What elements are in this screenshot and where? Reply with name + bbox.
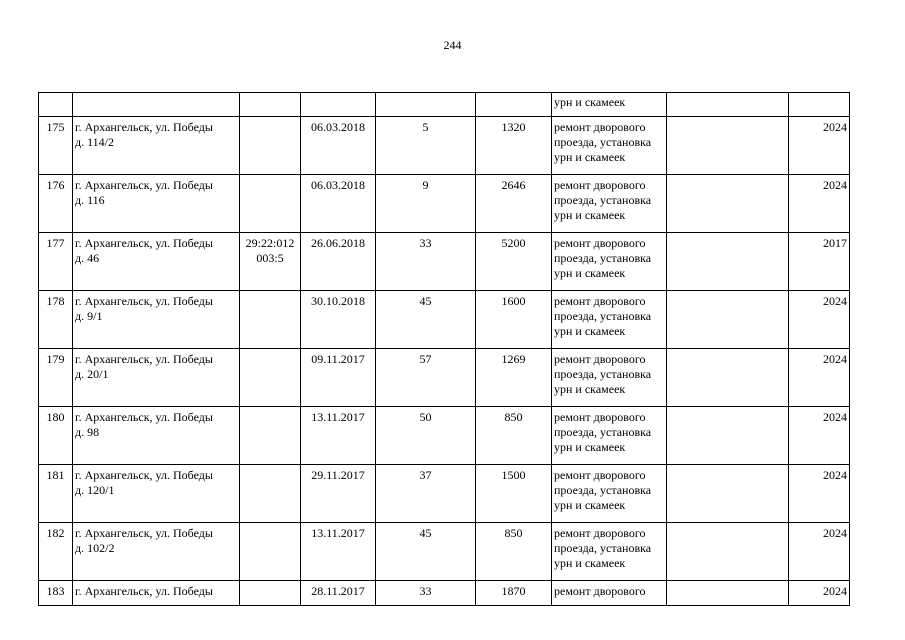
year-value: 2024	[823, 468, 847, 482]
address-line: г. Архангельск, ул. Победы	[75, 526, 213, 540]
cell-count	[376, 117, 476, 175]
work-line: урн и скамеек	[554, 150, 626, 164]
cell-count	[376, 93, 476, 117]
cell-note	[667, 233, 789, 291]
row-number: 182	[46, 526, 65, 540]
count-value: 45	[419, 294, 432, 308]
row-number: 179	[46, 352, 65, 366]
address-line: д. 114/2	[75, 135, 114, 149]
table-row	[39, 175, 850, 233]
cell-cadastral	[240, 407, 301, 465]
address-line: г. Архангельск, ул. Победы	[75, 294, 213, 308]
cell-work	[552, 465, 667, 523]
cell-num	[39, 349, 73, 407]
cell-note	[667, 581, 789, 606]
cell-area	[476, 233, 552, 291]
cell-num	[39, 407, 73, 465]
year-value: 2024	[823, 352, 847, 366]
work-line: урн и скамеек	[554, 208, 626, 222]
cell-date	[301, 117, 376, 175]
cell-work	[552, 523, 667, 581]
cell-area	[476, 581, 552, 606]
count-value: 50	[419, 410, 432, 424]
row-number: 177	[46, 236, 65, 250]
year-value: 2024	[823, 120, 847, 134]
year-value: 2024	[823, 178, 847, 192]
cell-cadastral	[240, 465, 301, 523]
cell-note	[667, 175, 789, 233]
date-value: 09.11.2017	[311, 352, 365, 366]
cell-cadastral	[240, 175, 301, 233]
cell-work	[552, 407, 667, 465]
cell-note	[667, 93, 789, 117]
cell-date	[301, 349, 376, 407]
cell-note	[667, 465, 789, 523]
address-line: д. 98	[75, 425, 100, 439]
work-line: ремонт дворового	[554, 294, 646, 308]
work-line: проезда, установка	[554, 367, 652, 381]
cell-area	[476, 407, 552, 465]
registry-body	[39, 93, 850, 606]
count-value: 33	[419, 584, 432, 598]
cell-cadastral	[240, 93, 301, 117]
date-value: 29.11.2017	[311, 468, 365, 482]
cell-note	[667, 349, 789, 407]
cell-year	[789, 523, 850, 581]
cell-date	[301, 93, 376, 117]
cell-year	[789, 581, 850, 606]
date-value: 13.11.2017	[311, 410, 365, 424]
work-line: ремонт дворового	[554, 236, 646, 250]
work-line: ремонт дворового	[554, 584, 646, 598]
work-line: ремонт дворового	[554, 468, 646, 482]
table-row	[39, 465, 850, 523]
address-line: г. Архангельск, ул. Победы	[75, 352, 213, 366]
cell-year	[789, 175, 850, 233]
continuation-row	[39, 93, 850, 117]
work-line: проезда, установка	[554, 135, 652, 149]
count-value: 5	[422, 120, 429, 134]
cell-num	[39, 291, 73, 349]
cell-area	[476, 291, 552, 349]
work-line: урн и скамеек	[554, 556, 626, 570]
cell-address	[73, 581, 240, 606]
work-line: проезда, установка	[554, 541, 652, 555]
work-line: урн и скамеек	[554, 266, 626, 280]
cell-cadastral	[240, 291, 301, 349]
work-line: проезда, установка	[554, 483, 652, 497]
cell-count	[376, 465, 476, 523]
address-line: д. 102/2	[75, 541, 115, 555]
year-value: 2024	[823, 294, 847, 308]
cell-num	[39, 581, 73, 606]
table-row	[39, 233, 850, 291]
address-line: г. Архангельск, ул. Победы	[75, 120, 213, 134]
cell-cadastral	[240, 349, 301, 407]
work-line: урн и скамеек	[554, 95, 626, 109]
address-line: д. 46	[75, 251, 100, 265]
cell-year	[789, 407, 850, 465]
registry-table	[38, 92, 850, 606]
cell-address	[73, 465, 240, 523]
row-number: 178	[46, 294, 65, 308]
cell-num	[39, 93, 73, 117]
work-line: урн и скамеек	[554, 440, 626, 454]
table-row-partial	[39, 581, 850, 606]
year-value: 2017	[823, 236, 847, 250]
date-value: 28.11.2017	[311, 584, 365, 598]
work-line: ремонт дворового	[554, 120, 646, 134]
work-line: урн и скамеек	[554, 324, 626, 338]
work-line: ремонт дворового	[554, 526, 646, 540]
cell-num	[39, 465, 73, 523]
cell-year	[789, 291, 850, 349]
work-line: ремонт дворового	[554, 178, 646, 192]
address-line: д. 20/1	[75, 367, 109, 381]
area-value: 1500	[501, 468, 526, 482]
address-line: г. Архангельск, ул. Победы	[75, 584, 213, 598]
cell-cadastral	[240, 117, 301, 175]
row-number: 181	[46, 468, 65, 482]
cell-note	[667, 523, 789, 581]
address-line: д. 116	[75, 193, 105, 207]
date-value: 13.11.2017	[311, 526, 365, 540]
cell-date	[301, 407, 376, 465]
cell-work	[552, 349, 667, 407]
cell-date	[301, 175, 376, 233]
cell-cadastral	[240, 581, 301, 606]
row-number: 180	[46, 410, 65, 424]
cell-date	[301, 465, 376, 523]
table-row	[39, 523, 850, 581]
table-row	[39, 349, 850, 407]
cell-work	[552, 93, 667, 117]
cell-note	[667, 291, 789, 349]
date-value: 06.03.2018	[311, 178, 365, 192]
year-value: 2024	[823, 584, 847, 598]
cell-num	[39, 117, 73, 175]
address-line: д. 9/1	[75, 309, 103, 323]
cell-address	[73, 233, 240, 291]
cell-address	[73, 523, 240, 581]
cell-address	[73, 291, 240, 349]
cell-work	[552, 291, 667, 349]
cell-area	[476, 465, 552, 523]
date-value: 06.03.2018	[311, 120, 365, 134]
address-line: г. Архангельск, ул. Победы	[75, 178, 213, 192]
cell-area	[476, 93, 552, 117]
date-value: 26.06.2018	[311, 236, 365, 250]
cell-work	[552, 581, 667, 606]
cell-area	[476, 523, 552, 581]
cell-year	[789, 233, 850, 291]
cell-count	[376, 291, 476, 349]
cell-work	[552, 117, 667, 175]
cell-area	[476, 175, 552, 233]
count-value: 37	[419, 468, 432, 482]
area-value: 1870	[501, 584, 526, 598]
area-value: 2646	[501, 178, 526, 192]
cell-date	[301, 291, 376, 349]
cell-address	[73, 117, 240, 175]
cell-note	[667, 407, 789, 465]
cell-year	[789, 117, 850, 175]
work-line: ремонт дворового	[554, 352, 646, 366]
cell-area	[476, 349, 552, 407]
year-value: 2024	[823, 526, 847, 540]
area-value: 1600	[501, 294, 526, 308]
date-value: 30.10.2018	[311, 294, 365, 308]
cell-work	[552, 175, 667, 233]
address-line: г. Архангельск, ул. Победы	[75, 410, 213, 424]
cell-date	[301, 581, 376, 606]
cell-num	[39, 233, 73, 291]
cell-count	[376, 523, 476, 581]
work-line: проезда, установка	[554, 425, 652, 439]
address-line: г. Архангельск, ул. Победы	[75, 468, 213, 482]
area-value: 850	[504, 526, 523, 540]
area-value: 1320	[501, 120, 526, 134]
cell-num	[39, 523, 73, 581]
year-value: 2024	[823, 410, 847, 424]
count-value: 57	[419, 352, 432, 366]
cell-address	[73, 93, 240, 117]
cell-work	[552, 233, 667, 291]
table-row	[39, 291, 850, 349]
page-number: 244	[443, 38, 462, 52]
cell-cadastral	[240, 233, 301, 291]
cell-address	[73, 175, 240, 233]
cell-address	[73, 407, 240, 465]
cell-count	[376, 175, 476, 233]
cell-count	[376, 581, 476, 606]
work-line: ремонт дворового	[554, 410, 646, 424]
row-number: 176	[46, 178, 65, 192]
area-value: 850	[504, 410, 523, 424]
cell-year	[789, 349, 850, 407]
area-value: 1269	[501, 352, 526, 366]
cell-cadastral	[240, 523, 301, 581]
cell-num	[39, 175, 73, 233]
cell-year	[789, 465, 850, 523]
work-line: проезда, установка	[554, 309, 652, 323]
count-value: 9	[422, 178, 429, 192]
work-line: проезда, установка	[554, 251, 652, 265]
row-number: 183	[46, 584, 65, 598]
work-line: проезда, установка	[554, 193, 652, 207]
cell-address	[73, 349, 240, 407]
work-line: урн и скамеек	[554, 498, 626, 512]
cell-count	[376, 349, 476, 407]
cell-count	[376, 407, 476, 465]
address-line: д. 120/1	[75, 483, 115, 497]
cell-area	[476, 117, 552, 175]
count-value: 33	[419, 236, 432, 250]
cell-date	[301, 523, 376, 581]
cell-count	[376, 233, 476, 291]
cell-note	[667, 117, 789, 175]
address-line: г. Архангельск, ул. Победы	[75, 236, 213, 250]
cell-date	[301, 233, 376, 291]
cell-year	[789, 93, 850, 117]
row-number: 175	[46, 120, 65, 134]
area-value: 5200	[501, 236, 526, 250]
table-row	[39, 407, 850, 465]
work-line: урн и скамеек	[554, 382, 626, 396]
cadastral-line: 003:5	[256, 251, 284, 265]
cadastral-line: 29:22:012	[245, 236, 295, 250]
table-row	[39, 117, 850, 175]
count-value: 45	[419, 526, 432, 540]
